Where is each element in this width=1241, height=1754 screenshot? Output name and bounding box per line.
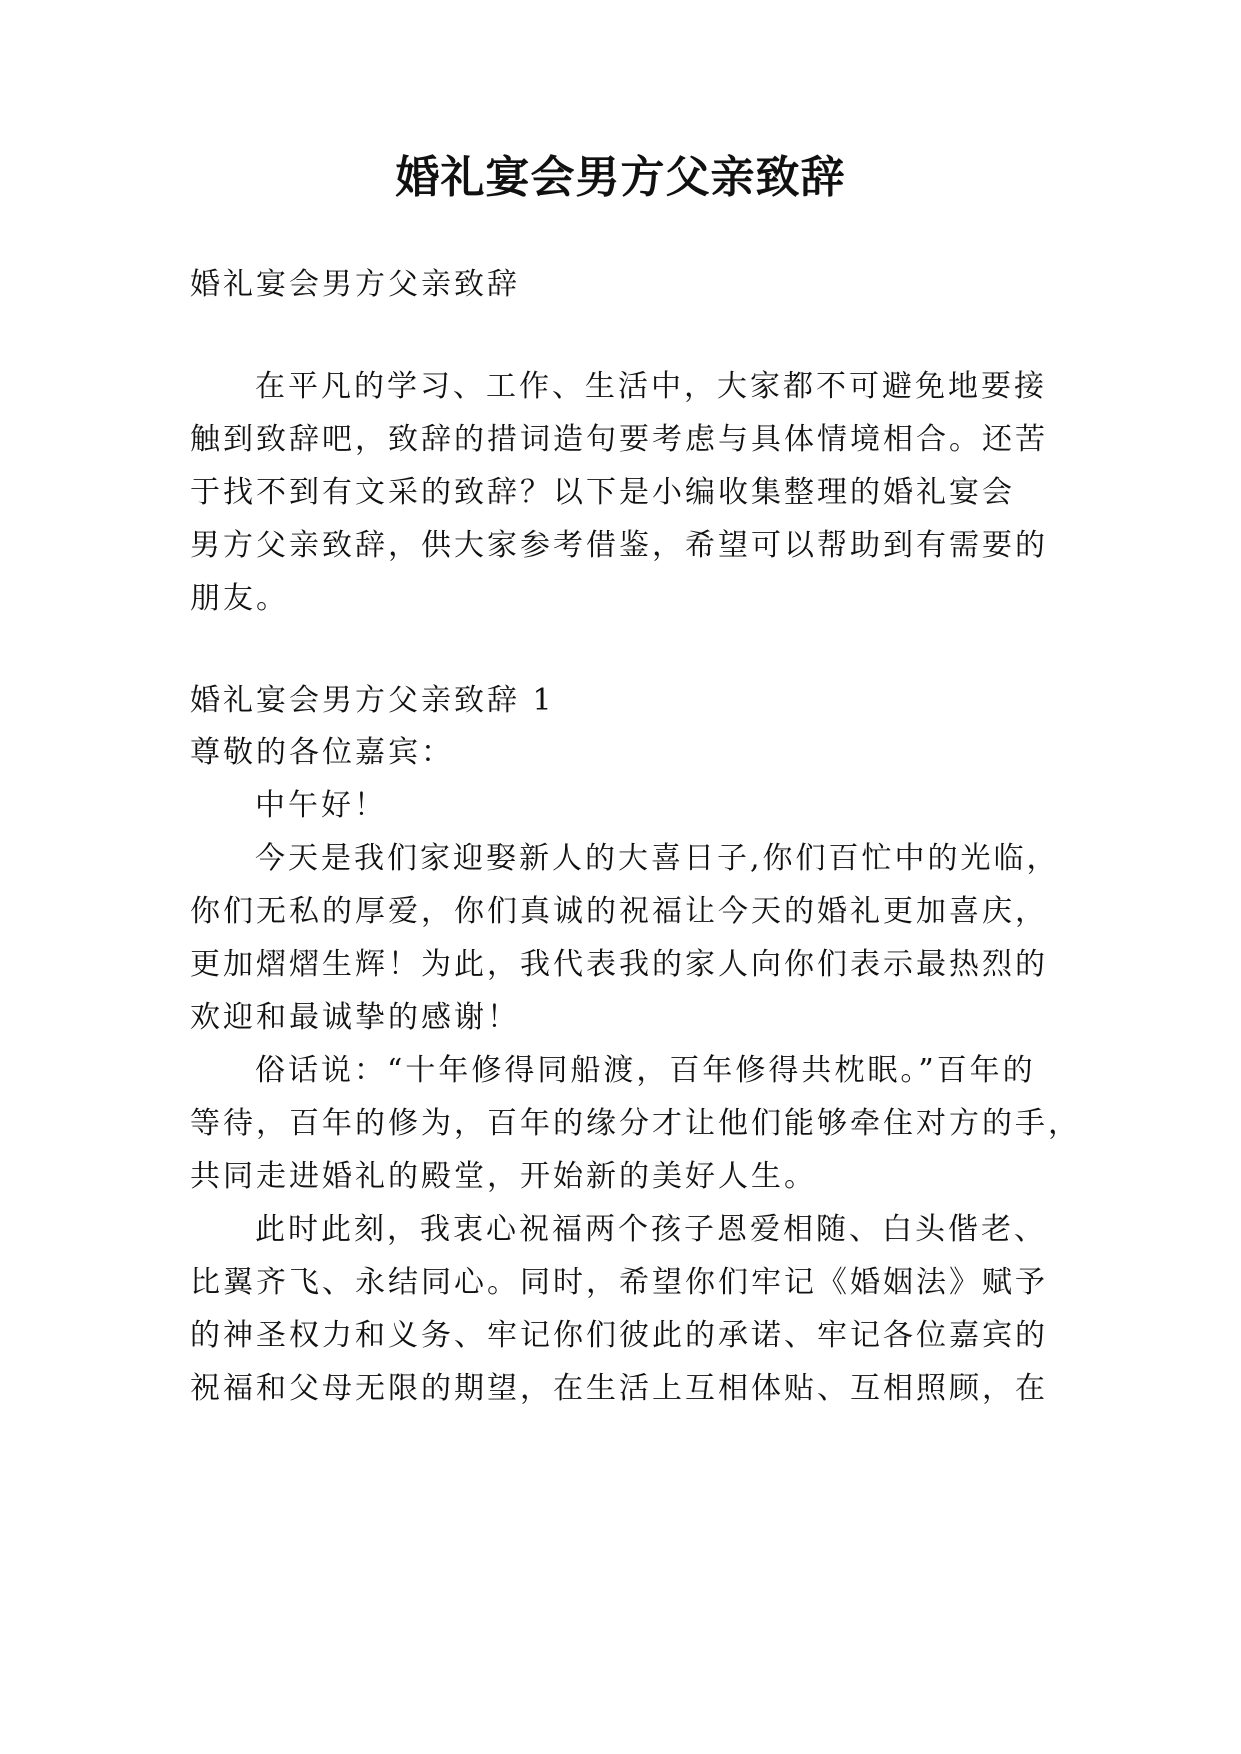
paragraph-line: 触到致辞吧，致辞的措词造句要考虑与具体情境相合。还苦: [190, 422, 1048, 457]
paragraph-line: 比翼齐飞、永结同心。同时，希望你们牢记《婚姻法》赋予: [190, 1265, 1048, 1300]
paragraph-line: 于找不到有文采的致辞？以下是小编收集整理的婚礼宴会: [190, 475, 1015, 510]
section-heading: 婚礼宴会男方父亲致辞 1: [190, 683, 555, 718]
paragraph-line: 更加熠熠生辉！为此，我代表我的家人向你们表示最热烈的: [190, 947, 1048, 982]
document-title: 婚礼宴会男方父亲致辞: [395, 152, 846, 203]
paragraph-line: 祝福和父母无限的期望，在生活上互相体贴、互相照顾，在: [190, 1371, 1048, 1406]
paragraph-line: 朋友。: [190, 581, 289, 616]
greeting: 中午好！: [255, 788, 387, 823]
salutation: 尊敬的各位嘉宾：: [190, 735, 454, 770]
paragraph-line: 此时此刻，我衷心祝福两个孩子恩爱相随、白头偕老、: [255, 1212, 1047, 1247]
paragraph-line: 等待，百年的修为，百年的缘分才让他们能够牵住对方的手，: [190, 1106, 1081, 1141]
paragraph-line: 你们无私的厚爱，你们真诚的祝福让今天的婚礼更加喜庆，: [190, 894, 1048, 929]
paragraph-line: 今天是我们家迎娶新人的大喜日子,你们百忙中的光临，: [255, 841, 1060, 876]
document-subtitle: 婚礼宴会男方父亲致辞: [190, 267, 520, 302]
paragraph-line: 俗话说：“十年修得同船渡，百年修得共枕眠。”百年的: [255, 1053, 1036, 1088]
paragraph-line: 的神圣权力和义务、牢记你们彼此的承诺、牢记各位嘉宾的: [190, 1318, 1048, 1353]
paragraph-line: 男方父亲致辞，供大家参考借鉴，希望可以帮助到有需要的: [190, 528, 1048, 563]
paragraph-line: 在平凡的学习、工作、生活中，大家都不可避免地要接: [255, 369, 1047, 404]
paragraph-line: 共同走进婚礼的殿堂，开始新的美好人生。: [190, 1159, 817, 1194]
paragraph-line: 欢迎和最诚挚的感谢！: [190, 1000, 520, 1035]
